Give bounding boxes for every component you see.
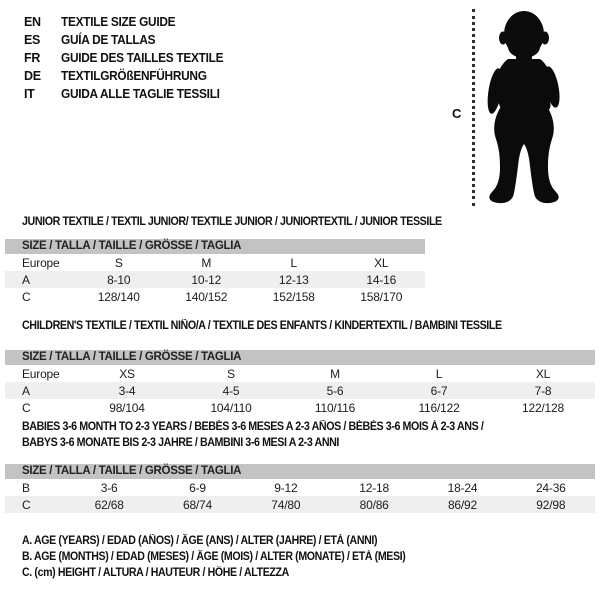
age-cell: 10-12 (191, 272, 222, 287)
section-title-babies-line2: BABYS 3-6 MONATE BIS 2-3 JAHRE / BAMBINI 3-6 MESI A 2-3 ANNI (22, 437, 339, 449)
row-label: Europe (22, 366, 60, 381)
language-row-fr (24, 49, 232, 67)
junior-size-table (5, 239, 425, 305)
height-cell: 98/104 (109, 400, 145, 415)
height-cell: 80/86 (359, 497, 389, 512)
age-cell: 4-5 (222, 383, 240, 398)
height-cell: 68/74 (182, 497, 212, 512)
size-cell: M (201, 255, 212, 270)
language-row-it (24, 85, 232, 103)
size-cell: S (227, 366, 235, 381)
language-row-en (24, 13, 232, 31)
age-cell: 6-9 (189, 480, 206, 495)
language-row-de (24, 67, 232, 85)
table-row-europe (5, 365, 595, 382)
age-cell: 3-4 (118, 383, 136, 398)
babies-size-table (5, 464, 595, 513)
section-title-junior: JUNIOR TEXTILE / TEXTIL JUNIOR/ TEXTILE JUNIOR / JUNIORTEXTIL / JUNIOR TESSILE (22, 216, 442, 228)
legend-line-a: A. AGE (YEARS) / EDAD (AÑOS) / ÂGE (ANS) / ALTER (JAHRE) / ETÀ (ANNI) (22, 535, 378, 547)
row-label: A (22, 272, 30, 287)
table-row-age-months (5, 479, 595, 496)
children-size-table (5, 350, 595, 416)
language-code: DE (24, 69, 41, 83)
height-cell: 116/122 (418, 400, 460, 415)
language-list (24, 13, 232, 103)
baby-silhouette (478, 7, 570, 207)
table-row-height (5, 288, 425, 305)
section-title-children: CHILDREN'S TEXTILE / TEXTIL NIÑO/A / TEXTILE DES ENFANTS / KINDERTEXTIL / BAMBINI TESSILE (22, 320, 502, 332)
language-label: GUÍA DE TALLAS (61, 33, 156, 47)
height-cell: 92/98 (536, 497, 566, 512)
table-header-bar: SIZE / TALLA / TAILLE / GRÖSSE / TAGLIA (5, 239, 425, 254)
language-code: IT (24, 87, 35, 101)
language-code: EN (24, 15, 41, 29)
language-label: GUIDE DES TAILLES TEXTILE (61, 51, 224, 65)
table-row-age (5, 382, 595, 399)
measurement-legend (22, 533, 439, 581)
table-row-height (5, 399, 595, 416)
height-cell: 110/116 (314, 400, 356, 415)
age-cell: 5-6 (326, 383, 344, 398)
height-cell: 152/158 (272, 289, 315, 304)
age-cell: 24-36 (535, 480, 566, 495)
height-measure-dotted-line (472, 9, 475, 206)
size-cell: S (114, 255, 123, 270)
height-cell: 140/152 (185, 289, 228, 304)
age-cell: 18-24 (447, 480, 478, 495)
row-label: A (22, 383, 30, 398)
row-label: Europe (22, 255, 60, 270)
language-label: TEXTILGRÖßENFÜHRUNG (61, 69, 207, 83)
table-header-bar: SIZE / TALLA / TAILLE / GRÖSSE / TAGLIA (5, 350, 595, 365)
legend-line-c: C. (cm) HEIGHT / ALTURA / HAUTEUR / HÖHE / ALTEZZA (22, 567, 289, 579)
size-cell: L (435, 366, 443, 381)
row-label: C (22, 289, 31, 304)
language-code: ES (24, 33, 41, 47)
age-cell: 14-16 (366, 272, 397, 287)
height-cell: 122/128 (522, 400, 564, 415)
size-cell: M (330, 366, 340, 381)
row-label: C (22, 400, 31, 415)
height-cell: 74/80 (271, 497, 301, 512)
age-cell: 9-12 (274, 480, 298, 495)
language-label: GUIDA ALLE TAGLIE TESSILI (61, 87, 220, 101)
size-cell: XS (119, 366, 135, 381)
row-label: C (22, 497, 31, 512)
size-cell: L (290, 255, 297, 270)
language-label: TEXTILE SIZE GUIDE (61, 15, 176, 29)
age-cell: 12-18 (359, 480, 389, 495)
height-cell: 86/92 (447, 497, 477, 512)
age-cell: 8-10 (107, 272, 131, 287)
table-row-age (5, 271, 425, 288)
height-cell: 158/170 (360, 289, 403, 304)
table-row-height (5, 496, 595, 513)
language-row-es (24, 31, 232, 49)
age-cell: 7-8 (534, 383, 552, 398)
height-cell: 128/140 (97, 289, 140, 304)
age-cell: 3-6 (100, 480, 118, 495)
age-cell: 6-7 (430, 383, 448, 398)
age-cell: 12-13 (278, 272, 309, 287)
legend-line-b: B. AGE (MONTHS) / EDAD (MESES) / ÂGE (MOIS) / ALTER (MONATE) / ETÀ (MESI) (22, 551, 406, 563)
size-cell: XL (374, 255, 389, 270)
row-label: B (22, 480, 30, 495)
table-row-europe (5, 254, 425, 271)
height-cell: 62/68 (94, 497, 124, 512)
height-cell: 104/110 (210, 400, 252, 415)
section-title-babies-line1: BABIES 3-6 MONTH TO 2-3 YEARS / BEBÉS 3-6 MESES A 2-3 AÑOS / BÉBÉS 3-6 MOIS À 2-3 ANS / (22, 421, 484, 433)
table-header-bar: SIZE / TALLA / TAILLE / GRÖSSE / TAGLIA (5, 464, 595, 479)
language-code: FR (24, 51, 41, 65)
height-measure-label: C (452, 106, 462, 121)
size-cell: XL (535, 366, 551, 381)
